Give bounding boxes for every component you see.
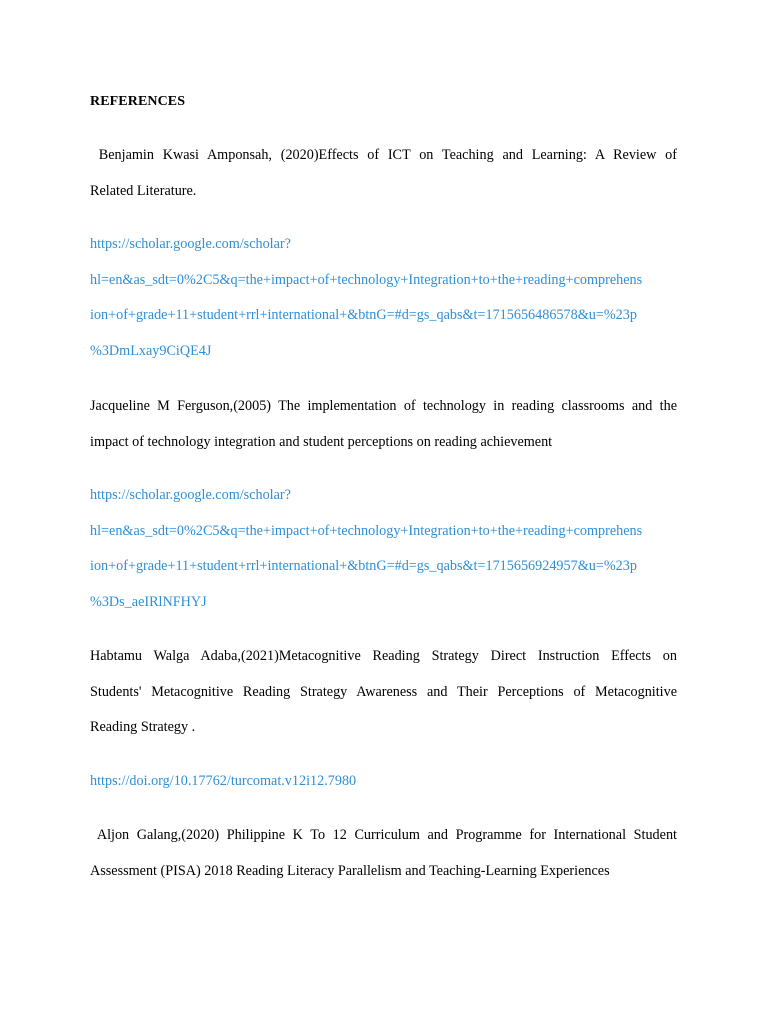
reference-4-citation-line-1: Aljon Galang,(2020) Philippine K To 12 Curriculum and Programme for International Student (90, 827, 677, 843)
reference-2-link-line-3[interactable]: ion+of+grade+11+student+rrl+international+&btnG=#d=gs_qabs&t=1715656924957&u=%23p (90, 558, 637, 574)
reference-1-citation-line-2: Related Literature. (90, 182, 197, 199)
references-heading: REFERENCES (90, 94, 186, 109)
reference-4-citation (90, 818, 677, 889)
reference-3-link[interactable] (90, 764, 677, 800)
reference-2-link-line-2[interactable]: hl=en&as_sdt=0%2C5&q=the+impact+of+technology+Integration+to+the+reading+comprehens (90, 522, 643, 539)
reference-2-link-line-4[interactable]: %3Ds_aeIRlNFHYJ (90, 593, 207, 610)
reference-2-citation-line-1: Jacqueline M Ferguson,(2005) The implementation of technology in reading classrooms and the (90, 398, 677, 414)
reference-2-citation (90, 389, 677, 460)
reference-1-citation-line-1: Benjamin Kwasi Amponsah, (2020)Effects of ICT on Teaching and Learning: A Review of (90, 147, 677, 163)
reference-1-link-line-4[interactable]: %3DmLxay9CiQE4J (90, 342, 212, 359)
reference-3-link-line-1[interactable]: https://doi.org/10.17762/turcomat.v12i12.7980 (90, 773, 357, 789)
reference-4-citation-line-2: Assessment (PISA) 2018 Reading Literacy Parallelism and Teaching-Learning Experiences (90, 862, 610, 879)
reference-3-citation-line-1: Habtamu Walga Adaba,(2021)Metacognitive Reading Strategy Direct Instruction Effects on (90, 648, 677, 664)
reference-1-link-line-1[interactable]: https://scholar.google.com/scholar? (90, 236, 291, 252)
reference-3-citation-line-3: Reading Strategy . (90, 719, 196, 735)
reference-2-citation-line-2: impact of technology integration and student perceptions on reading achievement (90, 433, 553, 450)
reference-2-link-line-1[interactable]: https://scholar.google.com/scholar? (90, 487, 291, 503)
reference-1-link-line-2[interactable]: hl=en&as_sdt=0%2C5&q=the+impact+of+technology+Integration+to+the+reading+comprehens (90, 271, 643, 288)
reference-2-link[interactable] (90, 478, 677, 620)
reference-3-citation (90, 639, 677, 746)
reference-1-citation (90, 138, 677, 209)
reference-1-link-line-3[interactable]: ion+of+grade+11+student+rrl+international+&btnG=#d=gs_qabs&t=1715656486578&u=%23p (90, 307, 637, 323)
reference-3-citation-line-2: Students' Metacognitive Reading Strategy Awareness and Their Perceptions of Metacognitive (90, 683, 677, 700)
reference-1-link[interactable] (90, 227, 677, 369)
